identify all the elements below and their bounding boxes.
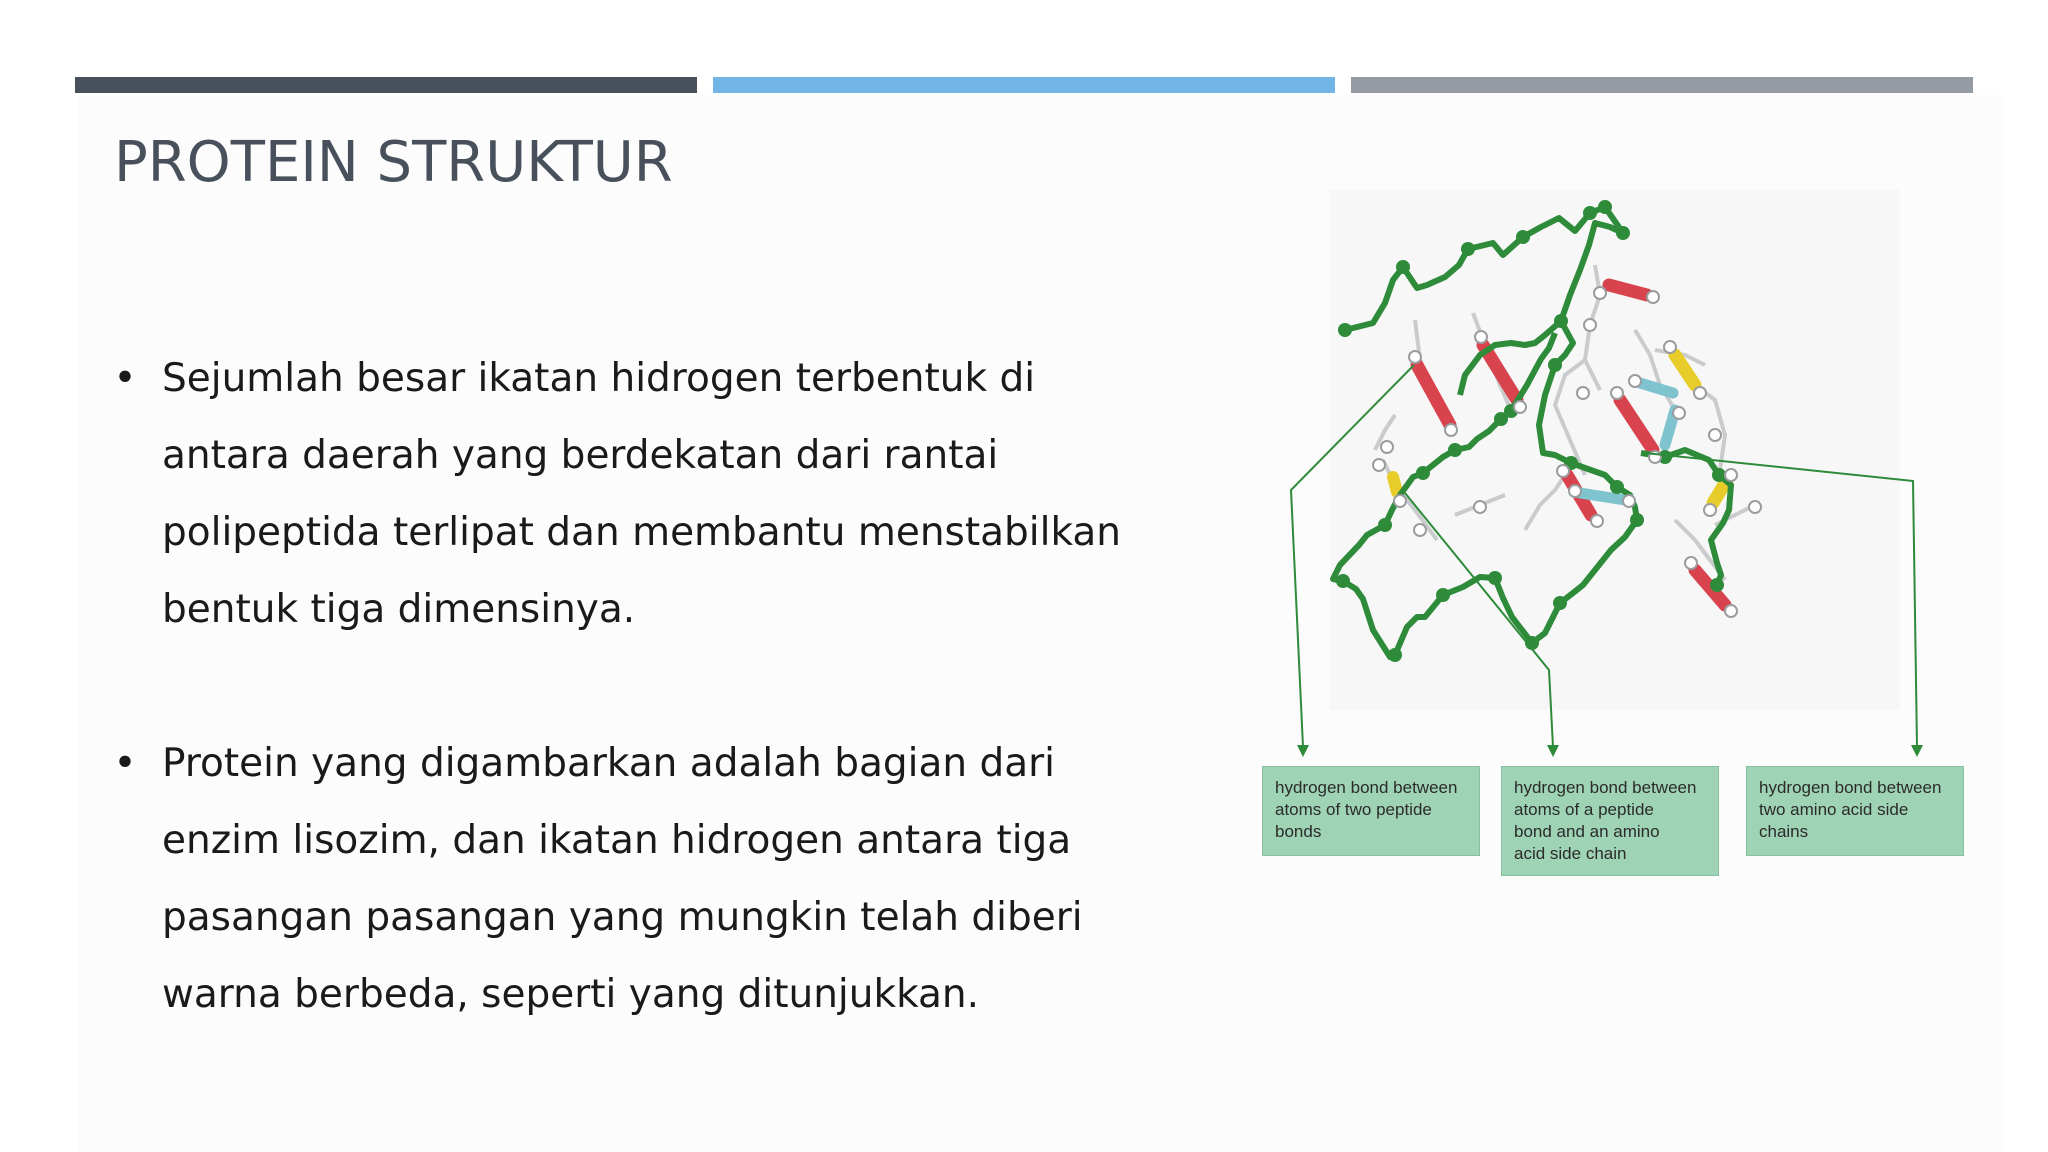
bullet-line: antara daerah yang berdekatan dari rantai bbox=[162, 433, 999, 478]
label-line: two amino acid side bbox=[1759, 800, 1909, 819]
accent-bar-gray bbox=[1351, 77, 1973, 93]
label-line: hydrogen bond between bbox=[1759, 778, 1942, 797]
label-line: hydrogen bond between bbox=[1275, 778, 1458, 797]
bullet-line: enzim lisozim, dan ikatan hidrogen antara tiga bbox=[162, 818, 1072, 863]
bullet-marker: • bbox=[113, 741, 137, 786]
label-line: atoms of two peptide bbox=[1275, 800, 1432, 819]
bullet-line: pasangan pasangan yang mungkin telah diberi bbox=[162, 895, 1083, 940]
label-line: atoms of a peptide bbox=[1514, 800, 1654, 819]
bullet-list bbox=[110, 340, 1120, 1033]
bullet-item bbox=[110, 725, 1120, 1033]
figure-backdrop bbox=[1330, 190, 1900, 710]
slide-title: PROTEIN STRUKTUR bbox=[114, 130, 673, 195]
label-peptide-peptide-bond bbox=[1262, 766, 1480, 856]
lysozyme-hydrogen-bond-diagram bbox=[1255, 185, 1970, 885]
label-sidechain-sidechain-bond bbox=[1746, 766, 1964, 856]
accent-bar-blue bbox=[713, 77, 1335, 93]
label-line: bond and an amino bbox=[1514, 822, 1660, 841]
label-peptide-sidechain-bond bbox=[1501, 766, 1719, 876]
pointer-arrowheads bbox=[1297, 745, 1923, 757]
bullet-line: Sejumlah besar ikatan hidrogen terbentuk di bbox=[162, 356, 1036, 401]
bullet-line: Protein yang digambarkan adalah bagian dari bbox=[162, 741, 1055, 786]
label-line: bonds bbox=[1275, 822, 1322, 841]
bullet-item bbox=[110, 340, 1120, 648]
bullet-marker: • bbox=[113, 356, 137, 401]
label-line: hydrogen bond between bbox=[1514, 778, 1697, 797]
bullet-line: bentuk tiga dimensinya. bbox=[162, 587, 636, 632]
bullet-line: polipeptida terlipat dan membantu menstabilkan bbox=[162, 510, 1121, 555]
label-line: acid side chain bbox=[1514, 844, 1627, 863]
bullet-line: warna berbeda, seperti yang ditunjukkan. bbox=[162, 972, 979, 1017]
accent-bar-dark bbox=[75, 77, 697, 93]
label-line: chains bbox=[1759, 822, 1809, 841]
